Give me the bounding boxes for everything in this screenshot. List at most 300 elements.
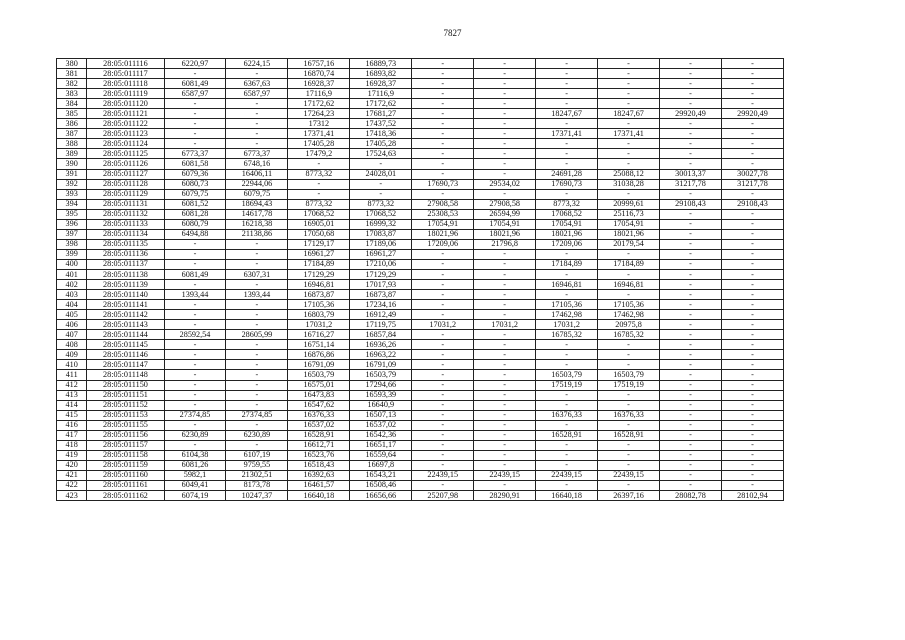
value-cell: 16791,09 (350, 360, 412, 370)
value-cell: 16905,01 (288, 219, 350, 229)
value-cell: - (226, 280, 288, 290)
cadastral-number-cell: 28:05:011128 (87, 179, 164, 189)
value-cell: 21138,86 (226, 229, 288, 239)
value-cell: 24691,28 (536, 169, 598, 179)
value-cell: 6074,19 (164, 491, 226, 501)
value-cell: - (660, 460, 722, 470)
value-cell: - (721, 229, 783, 239)
cadastral-number-cell: 28:05:011158 (87, 450, 164, 460)
value-cell: - (536, 159, 598, 169)
value-cell: 17462,98 (598, 310, 660, 320)
value-cell: 16857,84 (350, 330, 412, 340)
table-row (57, 129, 784, 139)
row-number-cell: 390 (57, 159, 87, 169)
table-row (57, 69, 784, 79)
value-cell: 6079,75 (226, 189, 288, 199)
value-cell: - (412, 259, 474, 269)
value-cell: - (474, 400, 536, 410)
value-cell: - (598, 269, 660, 279)
value-cell: - (412, 149, 474, 159)
value-cell: 17116,9 (350, 89, 412, 99)
value-cell: 16528,91 (598, 430, 660, 440)
value-cell: 16575,01 (288, 380, 350, 390)
value-cell: - (164, 249, 226, 259)
value-cell: 29920,49 (721, 109, 783, 119)
value-cell: 17129,29 (350, 269, 412, 279)
row-number-cell: 411 (57, 370, 87, 380)
value-cell: - (721, 390, 783, 400)
value-cell: 17405,28 (288, 139, 350, 149)
value-cell: 17209,06 (536, 239, 598, 249)
value-cell: - (536, 440, 598, 450)
value-cell: - (598, 89, 660, 99)
cadastral-number-cell: 28:05:011123 (87, 129, 164, 139)
cadastral-number-cell: 28:05:011142 (87, 310, 164, 320)
cadastral-number-cell: 28:05:011152 (87, 400, 164, 410)
value-cell: - (164, 360, 226, 370)
value-cell: 18021,96 (412, 229, 474, 239)
value-cell: - (598, 99, 660, 109)
value-cell: 31217,78 (721, 179, 783, 189)
table-row (57, 290, 784, 300)
value-cell: 17524,63 (350, 149, 412, 159)
value-cell: 17519,19 (536, 380, 598, 390)
value-cell: - (226, 440, 288, 450)
value-cell: 17681,27 (350, 109, 412, 119)
value-cell: - (536, 350, 598, 360)
value-cell: 17129,29 (288, 269, 350, 279)
row-number-cell: 418 (57, 440, 87, 450)
table-row (57, 340, 784, 350)
value-cell: 6081,28 (164, 209, 226, 219)
value-cell: 6081,49 (164, 79, 226, 89)
value-cell: 17418,36 (350, 129, 412, 139)
row-number-cell: 391 (57, 169, 87, 179)
value-cell: 28592,54 (164, 330, 226, 340)
table-row (57, 139, 784, 149)
value-cell: - (474, 300, 536, 310)
value-cell: - (412, 189, 474, 199)
value-cell: 16640,18 (536, 491, 598, 501)
value-cell: - (164, 99, 226, 109)
table-row (57, 199, 784, 209)
value-cell: 17050,68 (288, 229, 350, 239)
value-cell: - (536, 79, 598, 89)
value-cell: - (721, 119, 783, 129)
value-cell: - (660, 420, 722, 430)
value-cell: - (474, 259, 536, 269)
value-cell: 16751,14 (288, 340, 350, 350)
value-cell: - (474, 290, 536, 300)
value-cell: 16640,9 (350, 400, 412, 410)
value-cell: - (474, 390, 536, 400)
value-cell: 31038,28 (598, 179, 660, 189)
value-cell: 27374,85 (226, 410, 288, 420)
value-cell: 6049,41 (164, 480, 226, 490)
value-cell: - (412, 79, 474, 89)
value-cell: - (721, 59, 783, 69)
value-cell: - (721, 249, 783, 259)
value-cell: 8773,32 (536, 199, 598, 209)
value-cell: - (474, 350, 536, 360)
value-cell: - (164, 69, 226, 79)
value-cell: 16376,33 (288, 410, 350, 420)
value-cell: - (412, 119, 474, 129)
value-cell: - (412, 370, 474, 380)
value-cell: 16503,79 (350, 370, 412, 380)
value-cell: 18247,67 (536, 109, 598, 119)
value-cell: 16946,81 (536, 280, 598, 290)
value-cell: - (536, 390, 598, 400)
value-cell: 17264,23 (288, 109, 350, 119)
value-cell: - (721, 129, 783, 139)
value-cell: - (660, 390, 722, 400)
row-number-cell: 400 (57, 259, 87, 269)
cadastral-number-cell: 28:05:011132 (87, 209, 164, 219)
value-cell: - (474, 330, 536, 340)
value-cell: - (474, 280, 536, 290)
value-cell: 16928,37 (288, 79, 350, 89)
row-number-cell: 393 (57, 189, 87, 199)
value-cell: 22439,15 (412, 470, 474, 480)
value-cell: 17371,41 (536, 129, 598, 139)
value-cell: - (721, 189, 783, 199)
cadastral-number-cell: 28:05:011146 (87, 350, 164, 360)
value-cell: - (474, 460, 536, 470)
value-cell: - (412, 480, 474, 490)
value-cell: 6230,89 (226, 430, 288, 440)
table-row (57, 300, 784, 310)
value-cell: - (536, 189, 598, 199)
value-cell: - (350, 179, 412, 189)
value-cell: - (412, 89, 474, 99)
value-cell: - (536, 119, 598, 129)
cadastral-number-cell: 28:05:011144 (87, 330, 164, 340)
row-number-cell: 413 (57, 390, 87, 400)
value-cell: - (660, 310, 722, 320)
value-cell: - (288, 189, 350, 199)
value-cell: 16503,79 (536, 370, 598, 380)
value-cell: 17054,91 (598, 219, 660, 229)
row-number-cell: 402 (57, 280, 87, 290)
value-cell: 16946,81 (598, 280, 660, 290)
value-cell: - (721, 400, 783, 410)
value-cell: - (474, 410, 536, 420)
value-cell: - (721, 290, 783, 300)
value-cell: 16757,16 (288, 59, 350, 69)
value-cell: 6080,73 (164, 179, 226, 189)
value-cell: - (226, 99, 288, 109)
value-cell: - (164, 340, 226, 350)
value-cell: 17184,89 (598, 259, 660, 269)
cadastral-number-cell: 28:05:011141 (87, 300, 164, 310)
value-cell: 16889,73 (350, 59, 412, 69)
table-row (57, 249, 784, 259)
value-cell: 17119,75 (350, 320, 412, 330)
value-cell: - (660, 300, 722, 310)
row-number-cell: 403 (57, 290, 87, 300)
value-cell: 16963,22 (350, 350, 412, 360)
value-cell: 6367,63 (226, 79, 288, 89)
value-cell: - (660, 209, 722, 219)
row-number-cell: 404 (57, 300, 87, 310)
value-cell: 6104,38 (164, 450, 226, 460)
cadastral-number-cell: 28:05:011131 (87, 199, 164, 209)
value-cell: - (598, 79, 660, 89)
cadastral-number-cell: 28:05:011156 (87, 430, 164, 440)
value-cell: 16542,36 (350, 430, 412, 440)
value-cell: 16893,82 (350, 69, 412, 79)
value-cell: 6079,36 (164, 169, 226, 179)
value-cell: 20999,61 (598, 199, 660, 209)
value-cell: 16559,64 (350, 450, 412, 460)
value-cell: - (598, 119, 660, 129)
value-cell: - (660, 79, 722, 89)
value-cell: - (226, 390, 288, 400)
value-cell: 16791,09 (288, 360, 350, 370)
value-cell: 16406,11 (226, 169, 288, 179)
value-cell: 17083,87 (350, 229, 412, 239)
table-row (57, 420, 784, 430)
table-row (57, 259, 784, 269)
value-cell: 17371,41 (288, 129, 350, 139)
value-cell: 17172,62 (288, 99, 350, 109)
row-number-cell: 420 (57, 460, 87, 470)
value-cell: - (598, 360, 660, 370)
value-cell: - (721, 269, 783, 279)
value-cell: 25116,73 (598, 209, 660, 219)
value-cell: 17068,52 (350, 209, 412, 219)
value-cell: - (412, 99, 474, 109)
value-cell: 16461,57 (288, 480, 350, 490)
value-cell: 8773,32 (288, 199, 350, 209)
value-cell: - (412, 109, 474, 119)
value-cell: 17234,16 (350, 300, 412, 310)
value-cell: 29534,02 (474, 179, 536, 189)
table-row (57, 380, 784, 390)
value-cell: - (474, 370, 536, 380)
table-row (57, 430, 784, 440)
value-cell: - (412, 410, 474, 420)
value-cell: - (226, 109, 288, 119)
table-row (57, 480, 784, 490)
value-cell: 20975,8 (598, 320, 660, 330)
value-cell: - (474, 249, 536, 259)
value-cell: - (721, 149, 783, 159)
value-cell: 6230,89 (164, 430, 226, 440)
value-cell: 27374,85 (164, 410, 226, 420)
cadastral-number-cell: 28:05:011140 (87, 290, 164, 300)
table-row (57, 330, 784, 340)
table-row (57, 450, 784, 460)
value-cell: 17017,93 (350, 280, 412, 290)
value-cell: - (412, 330, 474, 340)
value-cell: - (412, 269, 474, 279)
page-number: 7827 (443, 28, 462, 38)
value-cell: - (598, 59, 660, 69)
value-cell: - (721, 420, 783, 430)
value-cell: - (660, 119, 722, 129)
value-cell: 29920,49 (660, 109, 722, 119)
value-cell: 6081,49 (164, 269, 226, 279)
table-row (57, 360, 784, 370)
value-cell: - (164, 259, 226, 269)
value-cell: - (660, 380, 722, 390)
cadastral-number-cell: 28:05:011159 (87, 460, 164, 470)
value-cell: - (474, 440, 536, 450)
value-cell: - (721, 410, 783, 420)
value-cell: - (598, 400, 660, 410)
table-row (57, 470, 784, 480)
value-cell: - (598, 149, 660, 159)
table-row (57, 370, 784, 380)
value-cell: 6773,37 (226, 149, 288, 159)
cadastral-number-cell: 28:05:011147 (87, 360, 164, 370)
cadastral-number-cell: 28:05:011139 (87, 280, 164, 290)
value-cell: 17184,89 (536, 259, 598, 269)
value-cell: - (536, 89, 598, 99)
row-number-cell: 409 (57, 350, 87, 360)
value-cell: - (660, 470, 722, 480)
value-cell: - (164, 320, 226, 330)
value-cell: 16912,49 (350, 310, 412, 320)
value-cell: - (474, 450, 536, 460)
table-row (57, 460, 784, 470)
value-cell: - (660, 259, 722, 269)
value-cell: - (536, 69, 598, 79)
value-cell: 16936,26 (350, 340, 412, 350)
value-cell: - (660, 410, 722, 420)
value-cell: 16651,17 (350, 440, 412, 450)
value-cell: 21796,8 (474, 239, 536, 249)
value-cell: - (536, 139, 598, 149)
value-cell: - (412, 350, 474, 360)
value-cell: 16543,21 (350, 470, 412, 480)
value-cell: - (350, 159, 412, 169)
value-cell: 17054,91 (536, 219, 598, 229)
value-cell: 17209,06 (412, 239, 474, 249)
row-number-cell: 401 (57, 269, 87, 279)
value-cell: - (660, 229, 722, 239)
row-number-cell: 408 (57, 340, 87, 350)
value-cell: 16870,74 (288, 69, 350, 79)
value-cell: - (164, 300, 226, 310)
value-cell: - (660, 350, 722, 360)
value-cell: - (660, 99, 722, 109)
value-cell: - (164, 390, 226, 400)
value-cell: - (721, 79, 783, 89)
row-number-cell: 394 (57, 199, 87, 209)
value-cell: - (412, 450, 474, 460)
row-number-cell: 410 (57, 360, 87, 370)
value-cell: - (721, 330, 783, 340)
row-number-cell: 398 (57, 239, 87, 249)
table-row (57, 229, 784, 239)
value-cell: - (721, 340, 783, 350)
value-cell: 16999,32 (350, 219, 412, 229)
cadastral-number-cell: 28:05:011129 (87, 189, 164, 199)
value-cell: - (721, 440, 783, 450)
value-cell: 17690,73 (412, 179, 474, 189)
value-cell: - (660, 89, 722, 99)
value-cell: 16785,32 (536, 330, 598, 340)
value-cell: 16473,83 (288, 390, 350, 400)
value-cell: - (660, 290, 722, 300)
value-cell: - (660, 159, 722, 169)
value-cell: 28102,94 (721, 491, 783, 501)
value-cell: - (226, 400, 288, 410)
value-cell: - (536, 249, 598, 259)
value-cell: 25088,12 (598, 169, 660, 179)
value-cell: 16803,79 (288, 310, 350, 320)
cadastral-number-cell: 28:05:011122 (87, 119, 164, 129)
value-cell: - (226, 300, 288, 310)
value-cell: 22944,06 (226, 179, 288, 189)
value-cell: - (412, 420, 474, 430)
cadastral-number-cell: 28:05:011125 (87, 149, 164, 159)
value-cell: - (412, 310, 474, 320)
value-cell: 16508,46 (350, 480, 412, 490)
value-cell: - (660, 450, 722, 460)
value-cell: - (536, 99, 598, 109)
value-cell: - (474, 480, 536, 490)
cadastral-number-cell: 28:05:011124 (87, 139, 164, 149)
table-row (57, 89, 784, 99)
value-cell: - (412, 69, 474, 79)
row-number-cell: 384 (57, 99, 87, 109)
value-cell: 17462,98 (536, 310, 598, 320)
value-cell: - (412, 59, 474, 69)
value-cell: 21302,51 (226, 470, 288, 480)
row-number-cell: 395 (57, 209, 87, 219)
value-cell: - (721, 280, 783, 290)
value-cell: 27908,58 (412, 199, 474, 209)
value-cell: 16612,71 (288, 440, 350, 450)
value-cell: - (536, 340, 598, 350)
row-number-cell: 382 (57, 79, 87, 89)
value-cell: - (721, 370, 783, 380)
row-number-cell: 386 (57, 119, 87, 129)
value-cell: 18694,43 (226, 199, 288, 209)
value-cell: - (226, 249, 288, 259)
value-cell: 8773,32 (288, 169, 350, 179)
value-cell: - (536, 460, 598, 470)
table-row (57, 400, 784, 410)
value-cell: - (288, 159, 350, 169)
value-cell: 31217,78 (660, 179, 722, 189)
value-cell: - (721, 480, 783, 490)
value-cell: 17172,62 (350, 99, 412, 109)
value-cell: 25308,53 (412, 209, 474, 219)
value-cell: 17105,36 (536, 300, 598, 310)
value-cell: 16528,91 (288, 430, 350, 440)
row-number-cell: 414 (57, 400, 87, 410)
value-cell: 17312 (288, 119, 350, 129)
value-cell: - (660, 370, 722, 380)
value-cell: 17479,2 (288, 149, 350, 159)
value-cell: - (474, 420, 536, 430)
value-cell: 16392,63 (288, 470, 350, 480)
value-cell: - (226, 350, 288, 360)
value-cell: 16503,79 (598, 370, 660, 380)
row-number-cell: 396 (57, 219, 87, 229)
cadastral-number-cell: 28:05:011118 (87, 79, 164, 89)
value-cell: 30013,37 (660, 169, 722, 179)
value-cell: 17184,89 (288, 259, 350, 269)
value-cell: - (164, 280, 226, 290)
value-cell: - (474, 69, 536, 79)
value-cell: 18247,67 (598, 109, 660, 119)
